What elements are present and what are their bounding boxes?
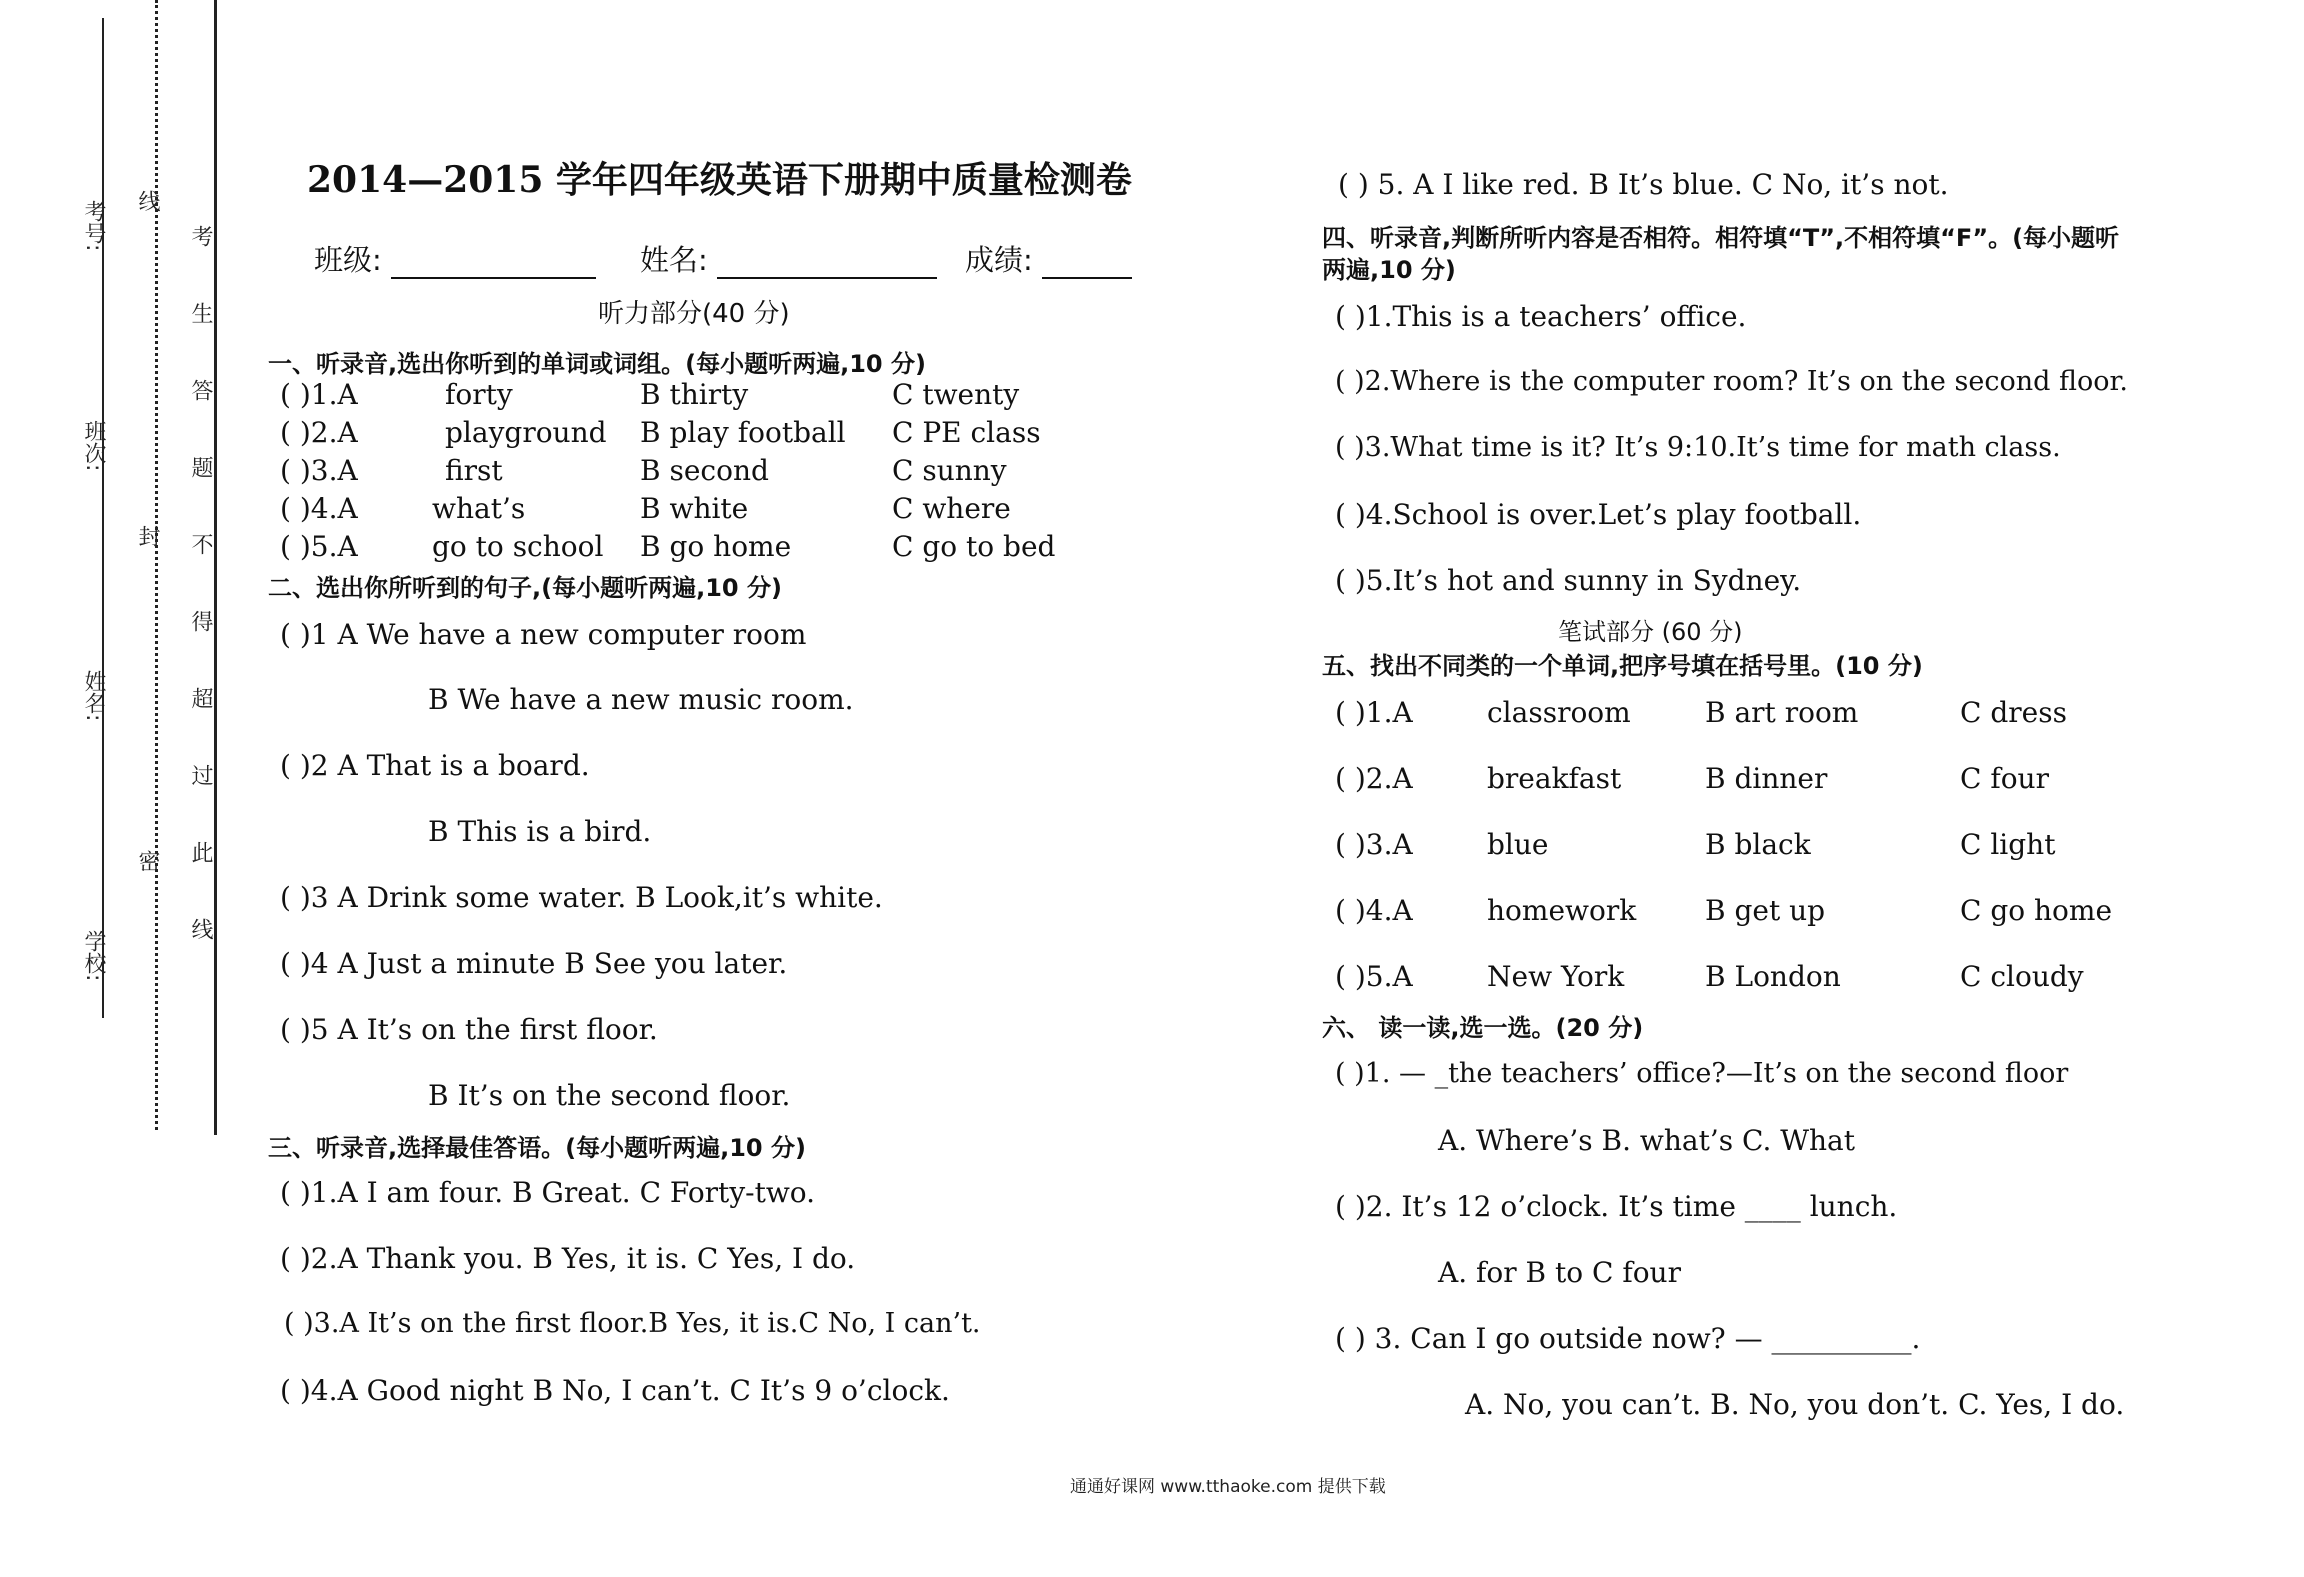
section-5-heading: 五、找出不同类的一个单词,把序号填在括号里。(10 分) — [1322, 652, 1923, 680]
section-4-heading-line1: 四、听录音,判断所听内容是否相符。相符填“T”,不相符填“F”。(每小题听 — [1322, 224, 2120, 252]
s3-q1: ( )1.A I am four. B Great. C Forty-two. — [280, 1176, 816, 1209]
s1-item-number: ( )1.A — [280, 378, 358, 411]
s2-q2-b: B This is a bird. — [428, 815, 652, 848]
dotted-seal-line — [155, 0, 158, 1130]
s1-option-b: B play football — [640, 416, 846, 449]
s5-option-b: B dinner — [1705, 762, 1828, 795]
student-name-label: 姓名: — [81, 670, 106, 722]
s5-item-4 — [1335, 894, 2113, 927]
s5-option-c: C dress — [1960, 696, 2067, 729]
s4-q4: ( )4.School is over.Let’s play football. — [1335, 498, 1862, 531]
s5-item-number: ( )2.A — [1335, 762, 1413, 795]
listening-heading: 听力部分(40 分) — [598, 299, 790, 329]
s2-q5-b: B It’s on the second floor. — [428, 1079, 791, 1112]
score-label: 成绩: — [965, 243, 1033, 277]
score-field — [965, 238, 1132, 279]
s6-q1: ( )1. — _the teachers’ office?—It’s on the second floor — [1335, 1058, 2069, 1089]
s1-option-a: first — [445, 454, 503, 487]
name-label: 姓名: — [640, 243, 708, 277]
s6-q3: ( ) 3. Can I go outside now? — __________. — [1335, 1322, 1921, 1355]
class-field — [314, 238, 596, 279]
s6-q1-options: A. Where’s B. what’s C. What — [1438, 1124, 1856, 1157]
s1-option-a: what’s — [432, 492, 526, 525]
s2-q1-a: ( )1 A We have a new computer room — [280, 618, 807, 651]
exam-title: 2014—2015 学年四年级英语下册期中质量检测卷 — [307, 159, 1132, 201]
s6-q2-options: A. for B to C four — [1438, 1256, 1681, 1289]
s1-item-1 — [280, 378, 1020, 411]
s1-option-c: C sunny — [892, 454, 1007, 487]
s1-option-c: C twenty — [892, 378, 1020, 411]
section-1-heading: 一、听录音,选出你听到的单词或词组。(每小题听两遍,10 分) — [268, 350, 926, 378]
binding-notice: 考 生 答 题 不 得 超 过 此 线 — [188, 225, 213, 964]
s5-item-1 — [1335, 696, 2067, 729]
class-label: 班级: — [314, 243, 382, 277]
written-heading: 笔试部分 (60 分) — [1558, 618, 1743, 646]
s5-option-c: C cloudy — [1960, 960, 2084, 993]
s1-option-a: playground — [445, 416, 607, 449]
s1-item-2 — [280, 416, 1041, 449]
s1-option-b: B thirty — [640, 378, 749, 411]
footer-credit: 通通好课网 www.tthaoke.com 提供下载 — [1070, 1477, 1386, 1497]
exam-number-label: 考号: — [81, 200, 106, 252]
s5-option-b: B art room — [1705, 696, 1859, 729]
s5-item-3 — [1335, 828, 2056, 861]
name-blank[interactable] — [717, 247, 937, 279]
s1-item-number: ( )5.A — [280, 530, 358, 563]
s4-q1: ( )1.This is a teachers’ office. — [1335, 300, 1747, 333]
s5-option-a: classroom — [1487, 696, 1631, 729]
s5-option-a: New York — [1487, 960, 1625, 993]
s5-option-c: C four — [1960, 762, 2049, 795]
class-number-label: 班次: — [81, 420, 106, 472]
s1-item-4 — [280, 492, 1011, 525]
s2-q4: ( )4 A Just a minute B See you later. — [280, 947, 788, 980]
s6-q2: ( )2. It’s 12 o’clock. It’s time ____ lunch. — [1335, 1190, 1898, 1223]
s5-item-number: ( )1.A — [1335, 696, 1413, 729]
school-label: 学校: — [81, 930, 106, 982]
s1-option-a: forty — [445, 378, 513, 411]
s1-item-3 — [280, 454, 1007, 487]
outer-binding-line — [102, 18, 104, 1018]
s1-option-c: C go to bed — [892, 530, 1056, 563]
section-3-heading: 三、听录音,选择最佳答语。(每小题听两遍,10 分) — [268, 1134, 806, 1162]
seal-char-feng: 封 — [135, 525, 160, 547]
s3-q2: ( )2.A Thank you. B Yes, it is. C Yes, I do. — [280, 1242, 856, 1275]
s4-q5: ( )5.It’s hot and sunny in Sydney. — [1335, 564, 1802, 597]
s1-item-5 — [280, 530, 1056, 563]
s1-item-number: ( )4.A — [280, 492, 358, 525]
s5-option-c: C light — [1960, 828, 2056, 861]
seal-char-xian: 线 — [135, 190, 160, 212]
section-2-heading: 二、选出你所听到的句子,(每小题听两遍,10 分) — [268, 574, 782, 602]
score-blank[interactable] — [1042, 247, 1132, 279]
s1-item-number: ( )2.A — [280, 416, 358, 449]
s3-q5: ( ) 5. A I like red. B It’s blue. C No, it’s not. — [1338, 168, 1949, 201]
s2-q1-b: B We have a new music room. — [428, 683, 854, 716]
s1-option-b: B go home — [640, 530, 792, 563]
s1-option-c: C where — [892, 492, 1011, 525]
s5-option-c: C go home — [1960, 894, 2113, 927]
s5-option-a: homework — [1487, 894, 1637, 927]
s5-item-number: ( )3.A — [1335, 828, 1413, 861]
s1-option-b: B second — [640, 454, 769, 487]
s5-option-b: B black — [1705, 828, 1811, 861]
s3-q3: ( )3.A It’s on the first floor.B Yes, it is.C No, I can’t. — [284, 1308, 981, 1339]
s4-q3: ( )3.What time is it? It’s 9:10.It’s time for math class. — [1335, 432, 2061, 463]
s1-option-b: B white — [640, 492, 749, 525]
s5-item-number: ( )5.A — [1335, 960, 1413, 993]
seal-char-mi: 密 — [135, 850, 160, 872]
s6-q3-options: A. No, you can’t. B. No, you don’t. C. Yes, I do. — [1465, 1388, 2125, 1421]
s5-option-b: B get up — [1705, 894, 1826, 927]
s2-q5-a: ( )5 A It’s on the first floor. — [280, 1013, 658, 1046]
s1-option-c: C PE class — [892, 416, 1041, 449]
s5-item-number: ( )4.A — [1335, 894, 1413, 927]
s3-q4: ( )4.A Good night B No, I can’t. C It’s 9 o’clock. — [280, 1374, 950, 1407]
s5-option-a: blue — [1487, 828, 1549, 861]
s1-option-a: go to school — [432, 530, 604, 563]
class-blank[interactable] — [391, 247, 596, 279]
name-field — [640, 238, 937, 279]
s5-item-2 — [1335, 762, 2049, 795]
s5-item-5 — [1335, 960, 2084, 993]
s2-q3: ( )3 A Drink some water. B Look,it’s white. — [280, 881, 883, 914]
section-6-heading: 六、 读一读,选一选。(20 分) — [1322, 1014, 1644, 1042]
s5-option-a: breakfast — [1487, 762, 1622, 795]
section-4-heading-line2: 两遍,10 分) — [1322, 256, 1456, 284]
s2-q2-a: ( )2 A That is a board. — [280, 749, 590, 782]
s4-q2: ( )2.Where is the computer room? It’s on the second floor. — [1335, 366, 2128, 397]
s5-option-b: B London — [1705, 960, 1841, 993]
s1-item-number: ( )3.A — [280, 454, 358, 487]
